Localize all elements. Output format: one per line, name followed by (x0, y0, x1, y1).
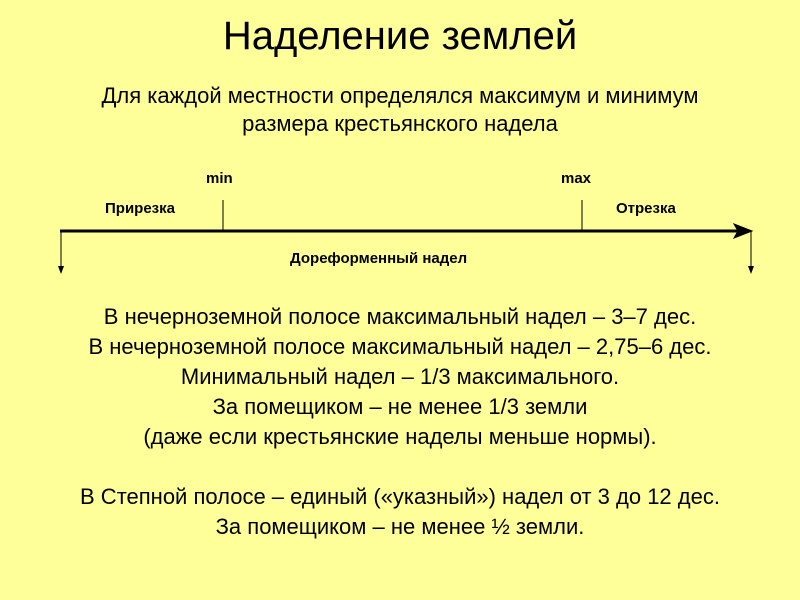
note-line-6: В Степной полосе – единый («указный») надел от 3 до 12 дес. (80, 484, 720, 509)
min-label: min (206, 170, 233, 187)
note-line-3: Минимальный надел – 1/3 максимального. (180, 364, 620, 389)
allotment-notes (0, 302, 800, 542)
otrezka-label: Отрезка (616, 200, 676, 217)
note-line-7: За помещиком – не менее ½ земли. (215, 514, 585, 539)
paragraph-gap (0, 452, 800, 482)
note-line-1: В нечерноземной полосе максимальный надел – 3–7 дес. (103, 304, 697, 329)
subtitle-line-1: Для каждой местности определялся максимум и минимум (101, 83, 699, 108)
right-down-arrow-head (748, 266, 754, 274)
left-down-arrow-head (58, 266, 64, 274)
subtitle (0, 82, 800, 138)
max-label: max (561, 170, 592, 187)
prirezka-label: Прирезка (105, 200, 175, 217)
note-line-2: В нечерноземной полосе максимальный надел – 2,75–6 дес. (88, 334, 712, 359)
note-line-4: За помещиком – не менее 1/3 земли (212, 394, 588, 419)
pre-reform-label: Дореформенный надел (290, 250, 468, 267)
note-line-5: (даже если крестьянские наделы меньше нормы). (143, 424, 657, 449)
page-title: Наделение землей (222, 14, 578, 58)
allotment-diagram (0, 160, 800, 280)
subtitle-line-2: размера крестьянского надела (242, 111, 558, 136)
